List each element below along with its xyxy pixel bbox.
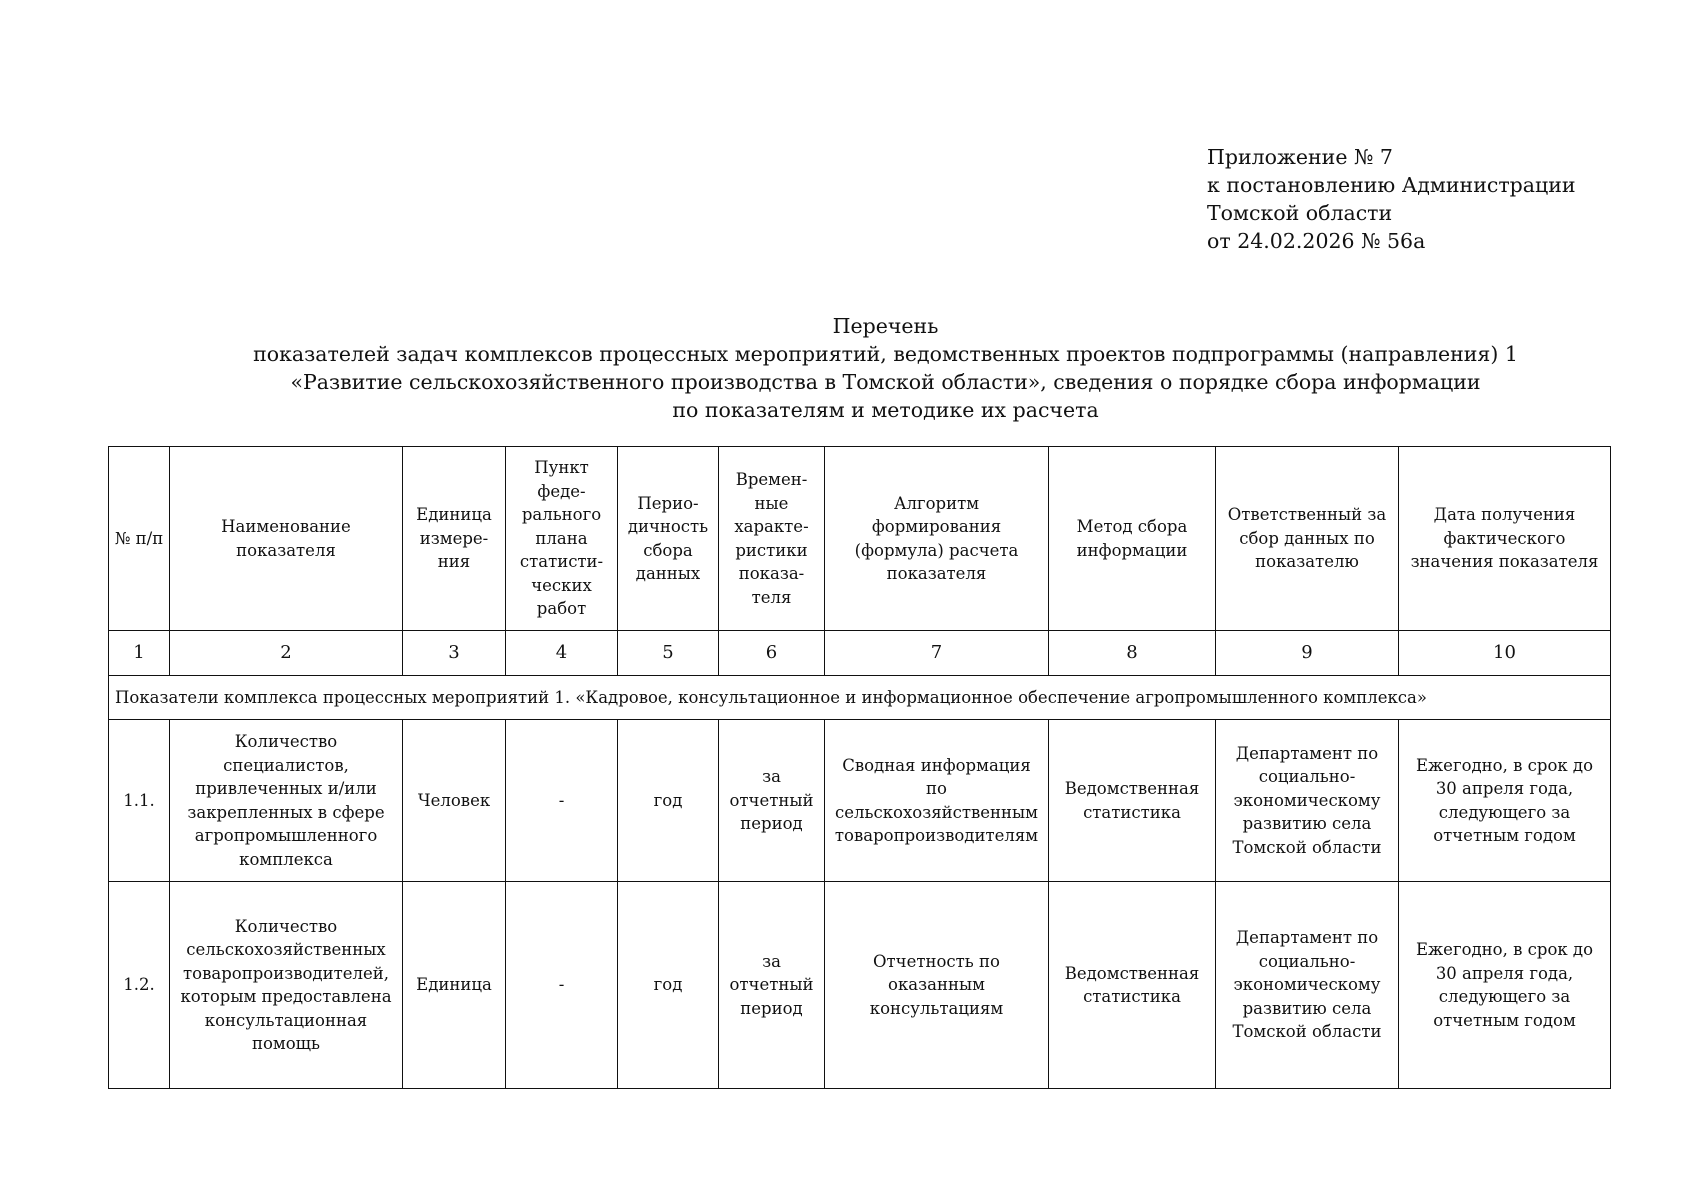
section-title: Показатели комплекса процессных мероприятий 1. «Кадровое, консультационное и информационное обеспечение агропромышленного комплекса» <box>109 676 1611 720</box>
column-number-cell: 7 <box>825 631 1049 676</box>
column-number-cell: 6 <box>719 631 825 676</box>
header-cell-plan-item: Пункт феде-рального плана статисти-ческих работ <box>506 447 618 631</box>
indicator-name: Количество специалистов, привлеченных и/или закрепленных в сфере агропромышленного комплекса <box>170 720 403 882</box>
time-characteristics-cell: за отчетный период <box>719 720 825 882</box>
column-number-cell: 9 <box>1216 631 1399 676</box>
column-number-cell: 10 <box>1399 631 1611 676</box>
section-row <box>109 676 1611 720</box>
table-row <box>109 720 1611 882</box>
appendix-line: Приложение № 7 <box>1207 145 1393 169</box>
document-title <box>108 312 1663 424</box>
plan-item-cell: - <box>506 720 618 882</box>
indicator-name: Количество сельскохозяйственных товаропроизводителей, которым предоставлена консультационная помощь <box>170 882 403 1089</box>
appendix-line: Томской области <box>1207 201 1393 225</box>
method-cell: Ведомственная статистика <box>1049 720 1216 882</box>
responsible-cell: Департамент по социально-экономическому развитию села Томской области <box>1216 720 1399 882</box>
header-cell-periodicity: Перио-дичность сбора данных <box>618 447 719 631</box>
plan-item-cell: - <box>506 882 618 1089</box>
column-number-row <box>109 631 1611 676</box>
table-header-row <box>109 447 1611 631</box>
header-cell-unit: Единица измере-ния <box>403 447 506 631</box>
title-line: показателей задач комплексов процессных мероприятий, ведомственных проектов подпрограммы (направления) 1 <box>253 342 1518 366</box>
unit-cell: Единица <box>403 882 506 1089</box>
algorithm-cell: Отчетность по оказанным консультациям <box>825 882 1049 1089</box>
column-number-cell: 4 <box>506 631 618 676</box>
header-cell-algorithm: Алгоритм формирования (формула) расчета показателя <box>825 447 1049 631</box>
header-cell-name: Наименование показателя <box>170 447 403 631</box>
title-line: Перечень <box>832 314 939 338</box>
column-number-cell: 2 <box>170 631 403 676</box>
row-number: 1.1. <box>109 720 170 882</box>
header-cell-date: Дата получения фактического значения показателя <box>1399 447 1611 631</box>
row-number: 1.2. <box>109 882 170 1089</box>
title-line: по показателям и методике их расчета <box>672 398 1099 422</box>
indicators-table <box>108 446 1611 1089</box>
header-cell-number: № п/п <box>109 447 170 631</box>
column-number-cell: 3 <box>403 631 506 676</box>
header-cell-responsible: Ответственный за сбор данных по показателю <box>1216 447 1399 631</box>
appendix-line: к постановлению Администрации <box>1207 173 1576 197</box>
responsible-cell: Департамент по социально-экономическому развитию села Томской области <box>1216 882 1399 1089</box>
periodicity-cell: год <box>618 882 719 1089</box>
title-line: «Развитие сельскохозяйственного производства в Томской области», сведения о порядке сбора информации <box>290 370 1481 394</box>
column-number-cell: 1 <box>109 631 170 676</box>
date-cell: Ежегодно, в срок до 30 апреля года, следующего за отчетным годом <box>1399 882 1611 1089</box>
header-cell-method: Метод сбора информации <box>1049 447 1216 631</box>
column-number-cell: 8 <box>1049 631 1216 676</box>
algorithm-cell: Сводная информация по сельскохозяйственным товаропроизводителям <box>825 720 1049 882</box>
periodicity-cell: год <box>618 720 719 882</box>
unit-cell: Человек <box>403 720 506 882</box>
appendix-block <box>1207 143 1576 255</box>
time-characteristics-cell: за отчетный период <box>719 882 825 1089</box>
method-cell: Ведомственная статистика <box>1049 882 1216 1089</box>
appendix-line: от 24.02.2026 № 56а <box>1207 229 1426 253</box>
date-cell: Ежегодно, в срок до 30 апреля года, следующего за отчетным годом <box>1399 720 1611 882</box>
table-row <box>109 882 1611 1089</box>
column-number-cell: 5 <box>618 631 719 676</box>
header-cell-time-characteristics: Времен-ные характе-ристики показа-теля <box>719 447 825 631</box>
